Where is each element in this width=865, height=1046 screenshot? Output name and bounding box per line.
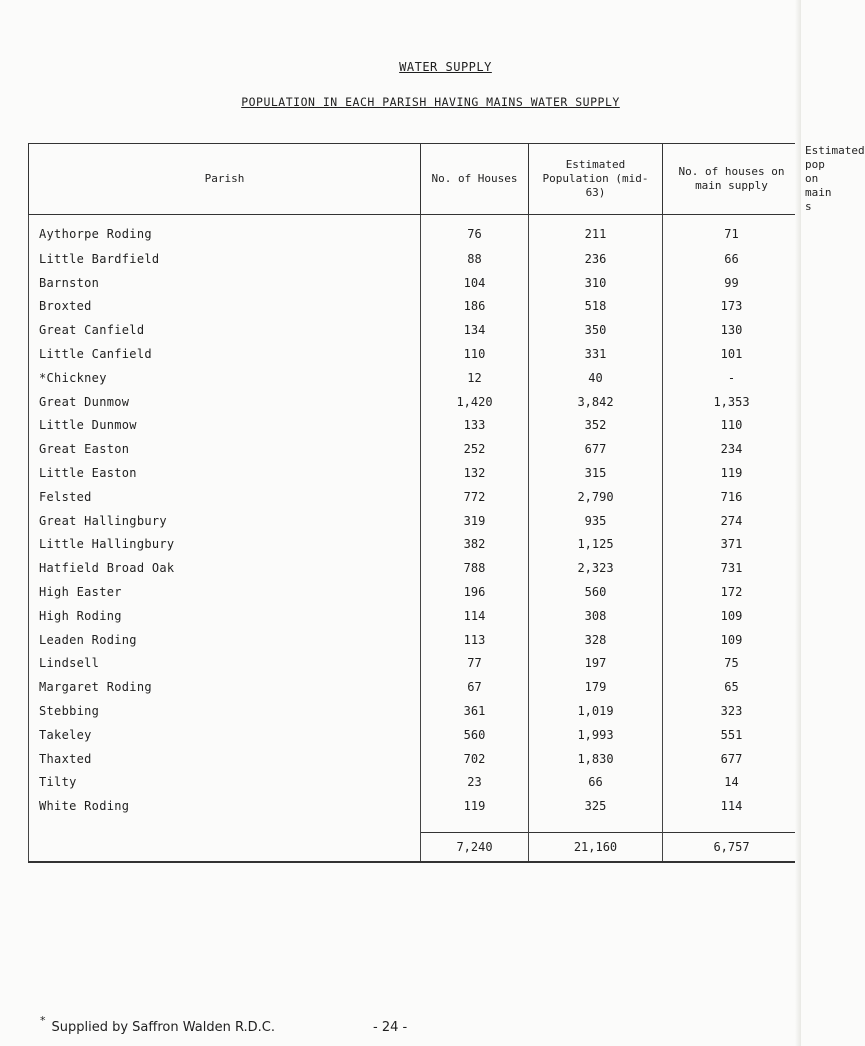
houses-count: 133: [421, 414, 529, 438]
total-population: 21,160: [529, 833, 663, 863]
houses-count: 134: [421, 318, 529, 342]
houses-count: 12: [421, 366, 529, 390]
page-heading: WATER SUPPLY: [399, 60, 492, 74]
main-houses-count: 71: [663, 215, 801, 248]
population-estimate: 308: [529, 604, 663, 628]
houses-count: 361: [421, 699, 529, 723]
main-houses-count: 66: [663, 247, 801, 271]
houses-count: 319: [421, 509, 529, 533]
parish-name: Thaxted: [29, 747, 421, 771]
table-row: [29, 747, 801, 771]
population-estimate: 1,019: [529, 699, 663, 723]
parish-name: Great Canfield: [29, 318, 421, 342]
parish-name: Barnston: [29, 271, 421, 295]
table-row: [29, 794, 801, 818]
parish-name: Little Hallingbury: [29, 533, 421, 557]
table-row: [29, 390, 801, 414]
parish-name: Broxted: [29, 295, 421, 319]
houses-count: 88: [421, 247, 529, 271]
population-estimate: 40: [529, 366, 663, 390]
parish-name: Great Easton: [29, 437, 421, 461]
houses-count: 560: [421, 723, 529, 747]
footnote-marker: *: [40, 1014, 46, 1027]
parish-name: Great Dunmow: [29, 390, 421, 414]
main-houses-count: 551: [663, 723, 801, 747]
header-main-houses: No. of houses on main supply: [663, 144, 801, 215]
header-houses: No. of Houses: [421, 144, 529, 215]
houses-count: 113: [421, 628, 529, 652]
table-row: [29, 509, 801, 533]
parish-name: Leaden Roding: [29, 628, 421, 652]
table-row: [29, 652, 801, 676]
main-houses-count: 114: [663, 794, 801, 818]
table-row: [29, 437, 801, 461]
main-houses-count: 109: [663, 604, 801, 628]
table-row: [29, 215, 801, 248]
houses-count: 382: [421, 533, 529, 557]
main-houses-count: 119: [663, 461, 801, 485]
page-edge-shadow: [795, 0, 801, 1046]
population-estimate: 1,993: [529, 723, 663, 747]
main-houses-count: 110: [663, 414, 801, 438]
parish-name: Takeley: [29, 723, 421, 747]
table-row: [29, 675, 801, 699]
population-estimate: 352: [529, 414, 663, 438]
main-houses-count: 130: [663, 318, 801, 342]
total-main-houses: 6,757: [663, 833, 801, 863]
population-estimate: 1,830: [529, 747, 663, 771]
footnote-text: Supplied by Saffron Walden R.D.C.: [51, 1020, 276, 1035]
houses-count: 1,420: [421, 390, 529, 414]
parish-name: Little Bardfield: [29, 247, 421, 271]
table-row: [29, 247, 801, 271]
population-estimate: 179: [529, 675, 663, 699]
population-estimate: 1,125: [529, 533, 663, 557]
page-number: - 24 -: [373, 1020, 408, 1035]
main-houses-count: 234: [663, 437, 801, 461]
parish-name: Little Easton: [29, 461, 421, 485]
houses-count: 702: [421, 747, 529, 771]
table-row: [29, 556, 801, 580]
population-estimate: 325: [529, 794, 663, 818]
table-row: [29, 414, 801, 438]
houses-count: 788: [421, 556, 529, 580]
parish-name: High Easter: [29, 580, 421, 604]
houses-count: 110: [421, 342, 529, 366]
header-population: Estimated Population (mid-63): [529, 144, 663, 215]
population-estimate: 3,842: [529, 390, 663, 414]
population-estimate: 350: [529, 318, 663, 342]
population-estimate: 315: [529, 461, 663, 485]
parish-name: *Chickney: [29, 366, 421, 390]
population-estimate: 518: [529, 295, 663, 319]
houses-count: 196: [421, 580, 529, 604]
main-houses-count: 716: [663, 485, 801, 509]
total-houses: 7,240: [421, 833, 529, 863]
houses-count: 186: [421, 295, 529, 319]
main-houses-count: 65: [663, 675, 801, 699]
table-row: [29, 366, 801, 390]
table-row: [29, 604, 801, 628]
population-estimate: 560: [529, 580, 663, 604]
population-estimate: 331: [529, 342, 663, 366]
table-row: [29, 461, 801, 485]
population-estimate: 2,323: [529, 556, 663, 580]
parish-name: Little Canfield: [29, 342, 421, 366]
main-houses-count: 172: [663, 580, 801, 604]
houses-count: 77: [421, 652, 529, 676]
main-houses-count: 99: [663, 271, 801, 295]
population-estimate: 236: [529, 247, 663, 271]
table-row: [29, 771, 801, 795]
population-estimate: 197: [529, 652, 663, 676]
population-estimate: 310: [529, 271, 663, 295]
main-houses-count: 371: [663, 533, 801, 557]
parish-name: High Roding: [29, 604, 421, 628]
main-houses-count: 274: [663, 509, 801, 533]
main-houses-count: 109: [663, 628, 801, 652]
population-estimate: 677: [529, 437, 663, 461]
table-row: [29, 342, 801, 366]
houses-count: 67: [421, 675, 529, 699]
houses-count: 132: [421, 461, 529, 485]
population-estimate: 328: [529, 628, 663, 652]
parish-name: Lindsell: [29, 652, 421, 676]
main-houses-count: 677: [663, 747, 801, 771]
main-houses-count: -: [663, 366, 801, 390]
parish-name: Great Hallingbury: [29, 509, 421, 533]
main-houses-count: 1,353: [663, 390, 801, 414]
houses-count: 76: [421, 215, 529, 248]
houses-count: 104: [421, 271, 529, 295]
main-houses-count: 101: [663, 342, 801, 366]
parish-name: Felsted: [29, 485, 421, 509]
population-estimate: 211: [529, 215, 663, 248]
houses-count: 252: [421, 437, 529, 461]
table-row: [29, 580, 801, 604]
table-row: [29, 295, 801, 319]
houses-count: 119: [421, 794, 529, 818]
table-row: [29, 485, 801, 509]
houses-count: 23: [421, 771, 529, 795]
totals-row: [29, 833, 801, 863]
table-row: [29, 628, 801, 652]
header-parish: Parish: [29, 144, 421, 215]
parish-name: Aythorpe Roding: [29, 215, 421, 248]
table-row: [29, 533, 801, 557]
main-houses-count: 75: [663, 652, 801, 676]
parish-name: White Roding: [29, 794, 421, 818]
houses-count: 114: [421, 604, 529, 628]
main-houses-count: 14: [663, 771, 801, 795]
parish-name: Hatfield Broad Oak: [29, 556, 421, 580]
population-estimate: 66: [529, 771, 663, 795]
footnote: [40, 1014, 276, 1035]
parish-name: Margaret Roding: [29, 675, 421, 699]
main-houses-count: 731: [663, 556, 801, 580]
houses-count: 772: [421, 485, 529, 509]
main-houses-count: 323: [663, 699, 801, 723]
parish-name: Little Dunmow: [29, 414, 421, 438]
parish-name: Stebbing: [29, 699, 421, 723]
main-houses-count: 173: [663, 295, 801, 319]
table-row: [29, 723, 801, 747]
population-estimate: 2,790: [529, 485, 663, 509]
table-row: [29, 699, 801, 723]
spacer-row: [29, 818, 801, 833]
parish-water-supply-table: [28, 143, 865, 863]
table-row: [29, 271, 801, 295]
table-row: [29, 318, 801, 342]
table-caption: POPULATION IN EACH PARISH HAVING MAINS WATER SUPPLY: [241, 95, 620, 109]
population-estimate: 935: [529, 509, 663, 533]
parish-name: Tilty: [29, 771, 421, 795]
header-row: Parish No. of Houses Estimated Population (mid-63) No. of houses on main supply Estimated pop on main s: [29, 144, 801, 215]
